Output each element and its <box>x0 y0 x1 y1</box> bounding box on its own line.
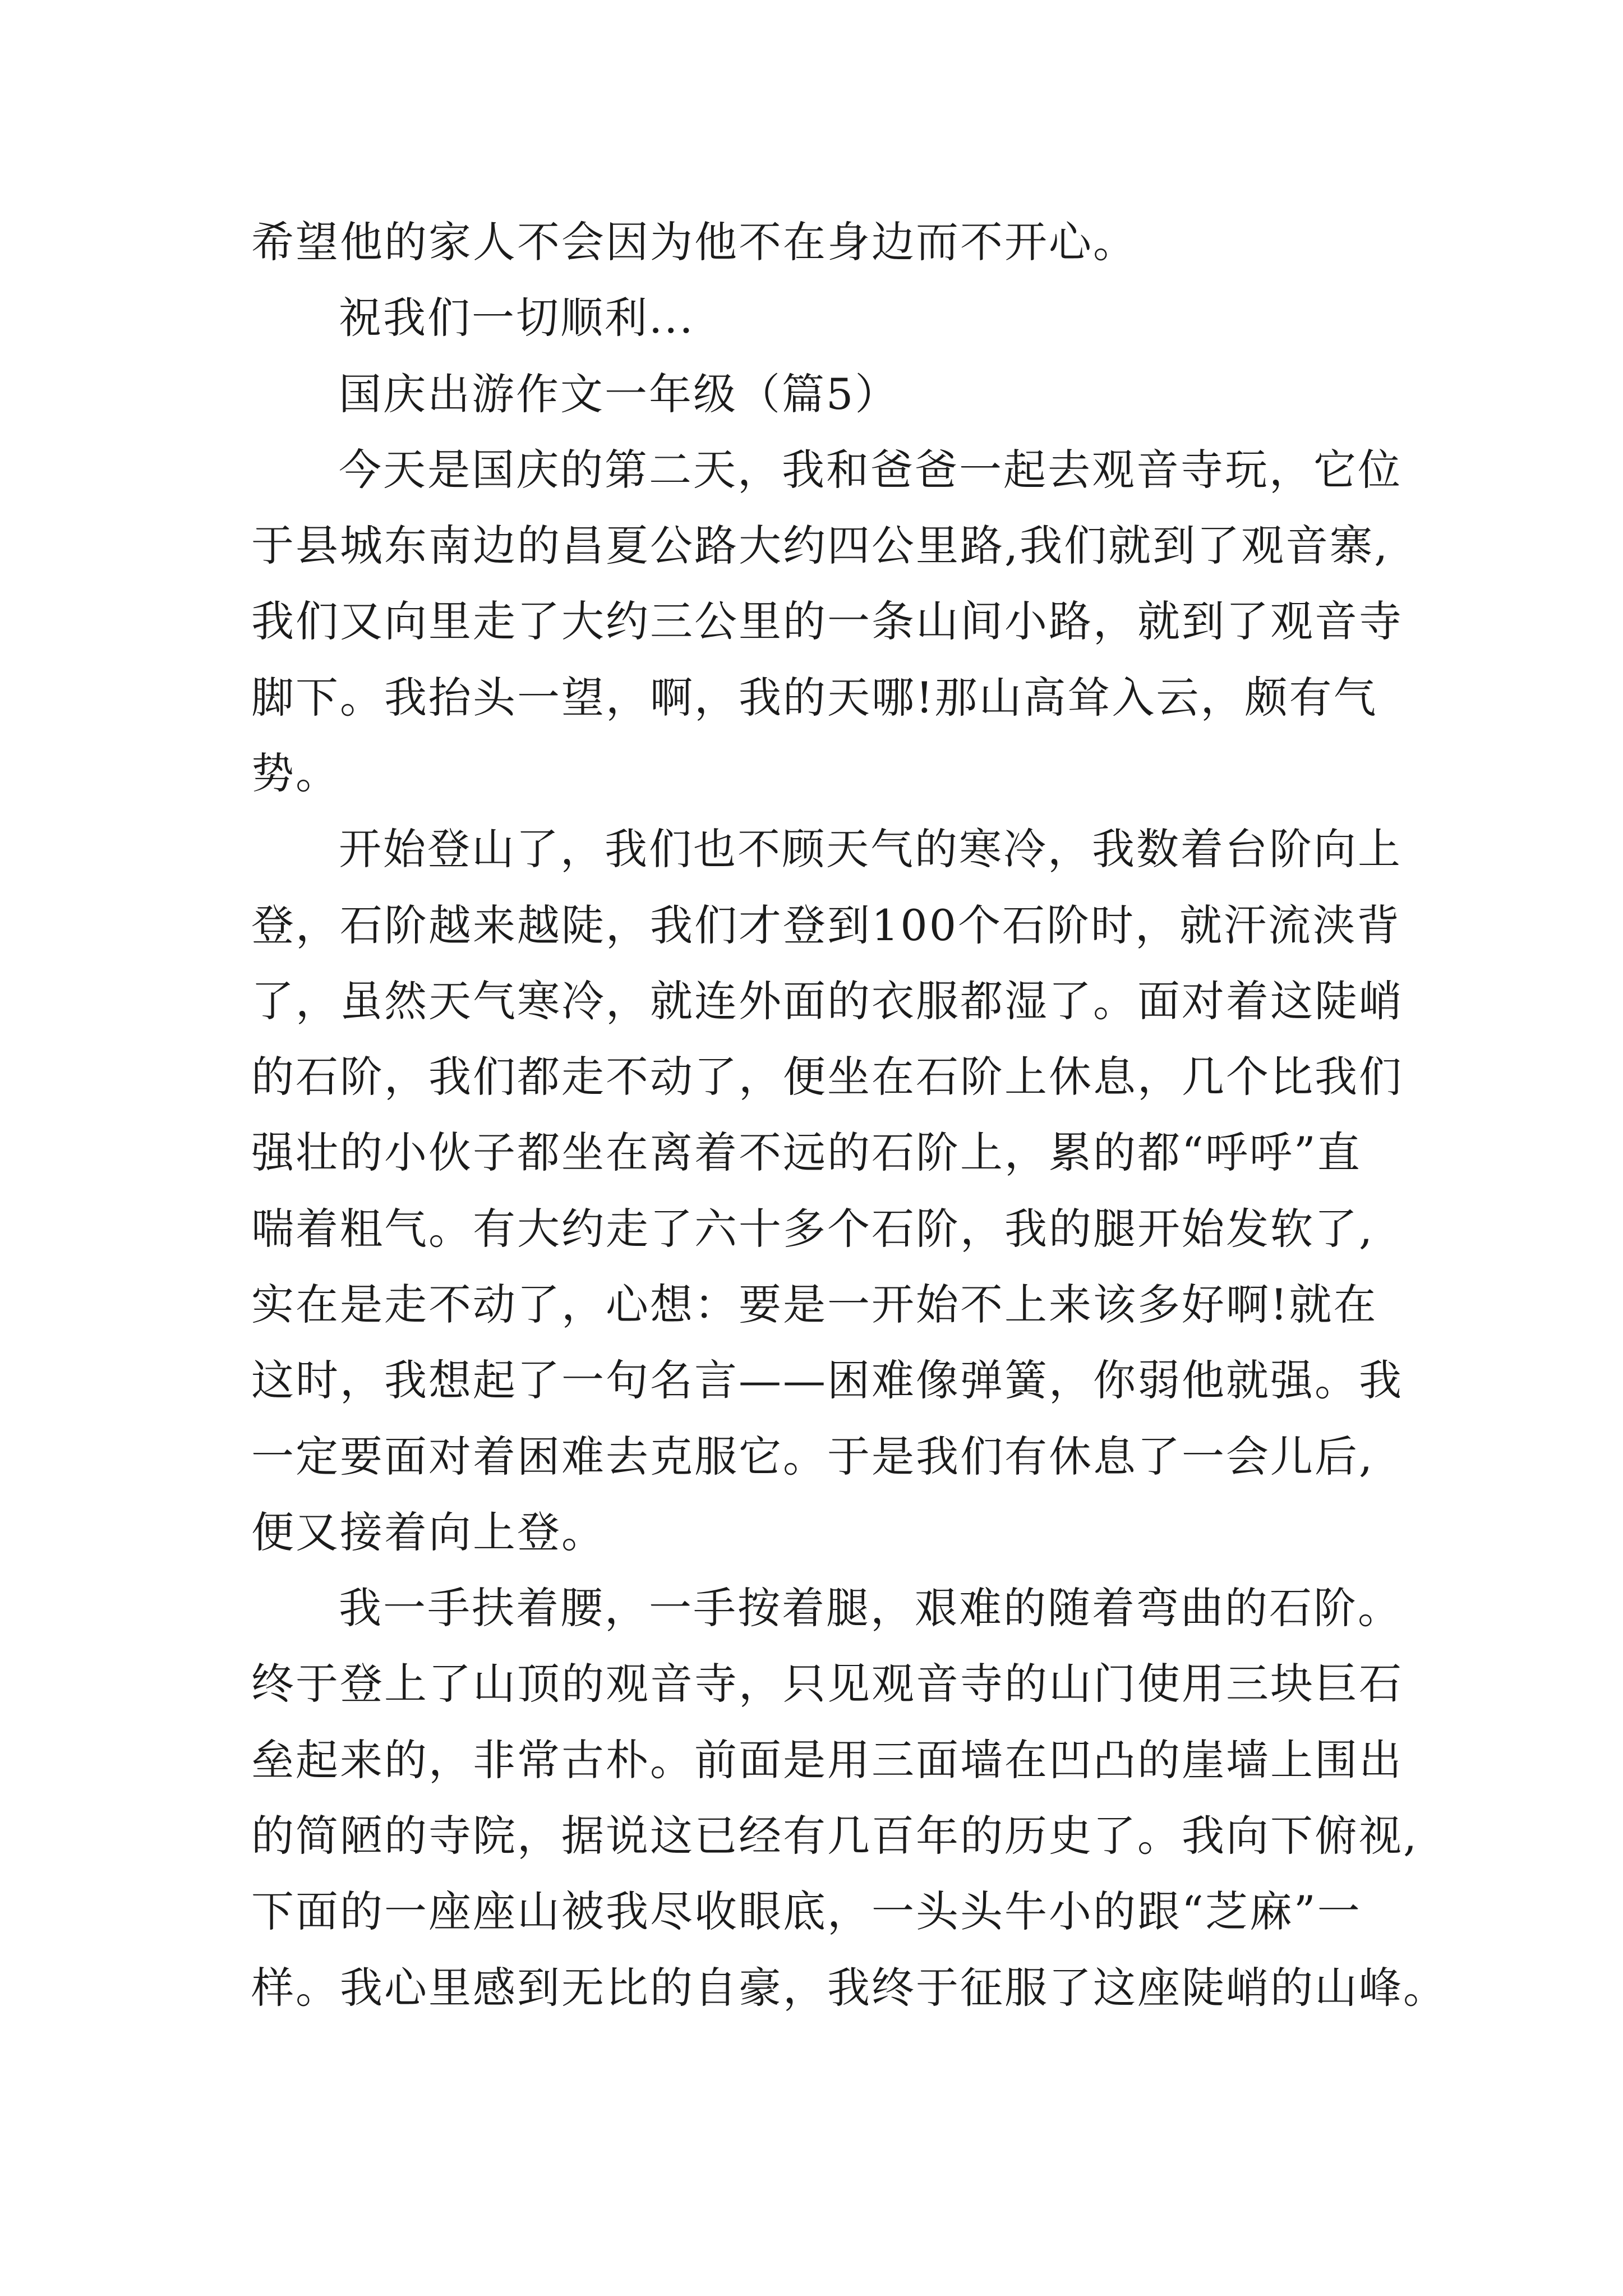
text-line: 强壮的小伙子都坐在离着不远的石阶上，累的都“呼呼”直 <box>251 1128 1362 1177</box>
text-line: 下面的一座座山被我尽收眼底，一头头牛小的跟“芝麻”一 <box>251 1887 1362 1936</box>
text-line: 喘着粗气。有大约走了六十多个石阶，我的腿开始发软了, <box>251 1204 1375 1254</box>
text-line: 这时，我想起了一句名言——困难像弹簧，你弱他就强。我 <box>251 1355 1403 1405</box>
text-line: 开始登山了，我们也不顾天气的寒冷，我数着台阶向上 <box>339 824 1402 874</box>
text-line: 了，虽然天气寒冷，就连外面的衣服都湿了。面对着这陡峭 <box>251 976 1403 1026</box>
text-line: 样。我心里感到无比的自豪，我终于征服了这座陡峭的山峰。 <box>251 1963 1447 2013</box>
text-line: 的石阶，我们都走不动了，便坐在石阶上休息，几个比我们 <box>251 1052 1403 1102</box>
text-line: 便又接着向上登。 <box>251 1507 606 1557</box>
text-line: 我们又向里走了大约三公里的一条山间小路，就到了观音寺 <box>251 596 1403 646</box>
text-line: 祝我们一切顺利... <box>339 293 695 343</box>
text-line: 一定要面对着困难去克服它。于是我们有休息了一会儿后, <box>251 1432 1375 1481</box>
text-line: 实在是走不动了，心想：要是一开始不上来该多好啊!就在 <box>251 1280 1378 1329</box>
text-line: 的简陋的寺院，据说这已经有几百年的历史了。我向下俯视, <box>251 1811 1419 1861</box>
text-line: 于县城东南边的昌夏公路大约四公里路,我们就到了观音寨, <box>251 521 1390 570</box>
section-heading: 国庆出游作文一年级（篇5） <box>339 369 900 419</box>
text-line: 终于登上了山顶的观音寺，只见观音寺的山门使用三块巨石 <box>251 1659 1403 1709</box>
text-line: 我一手扶着腰，一手按着腿，艰难的随着弯曲的石阶。 <box>339 1583 1402 1633</box>
text-line: 希望他的家人不会因为他不在身边而不开心。 <box>251 217 1137 267</box>
text-line: 垒起来的，非常古朴。前面是用三面墙在凹凸的崖墙上围出 <box>251 1735 1403 1785</box>
text-line: 今天是国庆的第二天，我和爸爸一起去观音寺玩，它位 <box>339 445 1402 495</box>
text-line: 脚下。我抬头一望，啊，我的天哪!那山高耸入云，颇有气 <box>251 673 1378 723</box>
text-line: 势。 <box>251 748 340 798</box>
text-line: 登，石阶越来越陡，我们才登到100个石阶时，就汗流浃背 <box>251 900 1401 950</box>
